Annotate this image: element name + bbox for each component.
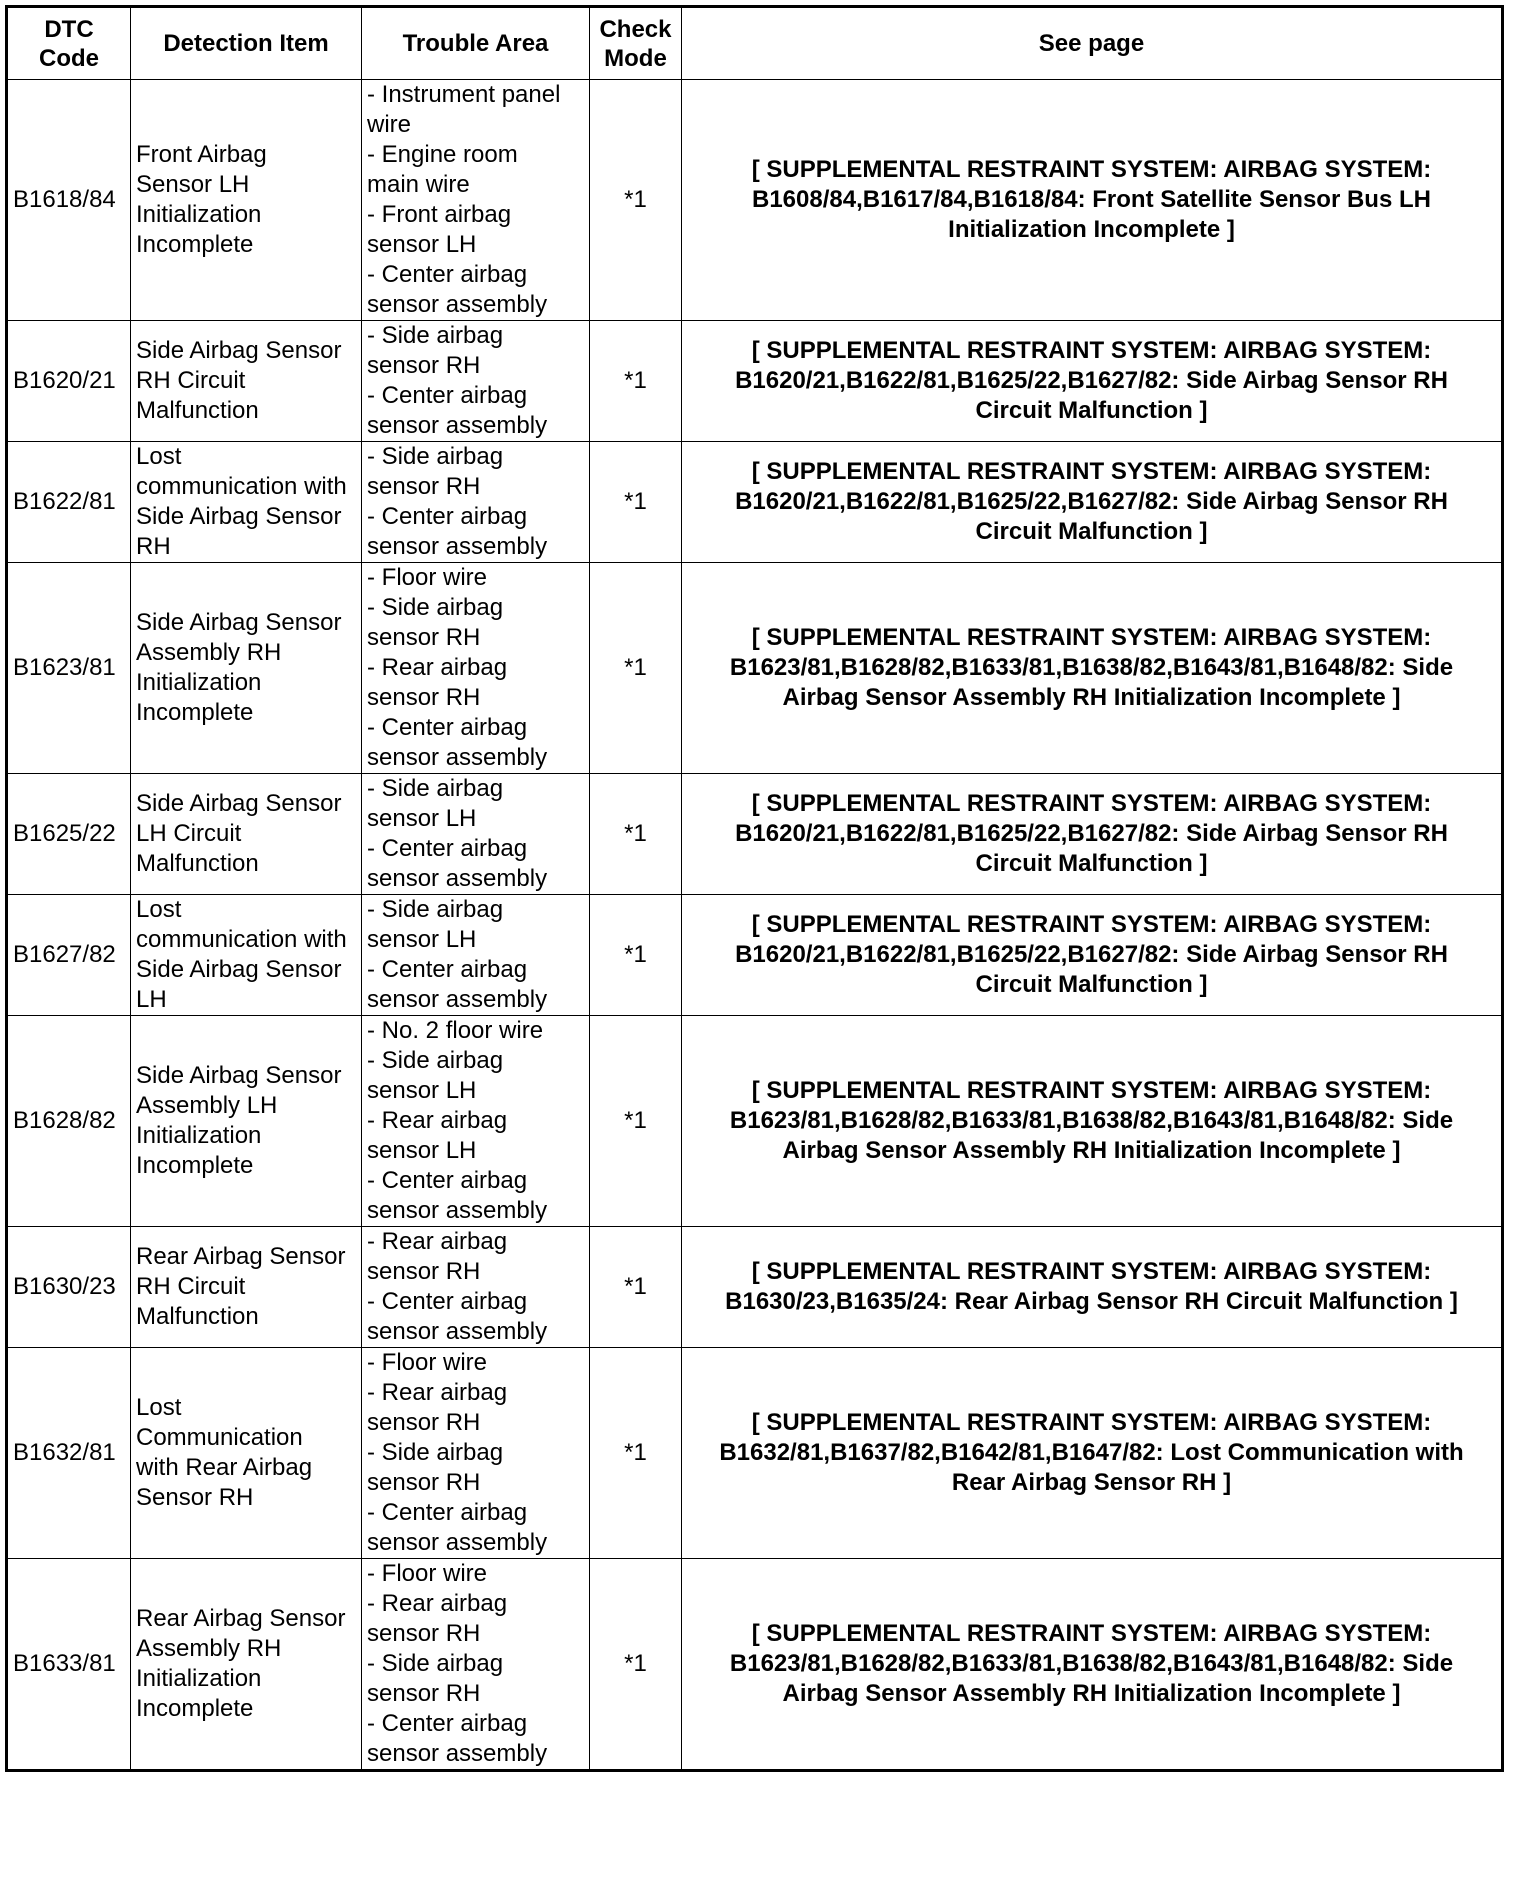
trouble-area-line: - Center airbag [367,382,528,409]
trouble-area-line: sensor RH [367,1409,481,1436]
detection-item-line: LH [136,986,167,1013]
detection-item-line: Malfunction [136,850,259,877]
detection-item-line: Incomplete [136,231,254,258]
trouble-area-line: sensor assembly [367,865,548,892]
see-page-line: [ SUPPLEMENTAL RESTRAINT SYSTEM: AIRBAG SYSTEM: [751,790,1432,817]
see-page-line: Initialization Incomplete ] [948,216,1235,243]
trouble-area-line: - Floor wire [367,1560,488,1587]
trouble-area-line: - Center airbag [367,1167,528,1194]
check-mode-cell: *1 [590,1348,682,1559]
see-page-line: B1632/81,B1637/82,B1642/81,B1647/82: Lost Communication with [719,1439,1464,1466]
check-mode-cell: *1 [590,895,682,1016]
detection-item-line: with Rear Airbag [136,1454,313,1481]
detection-item-line: Malfunction [136,1303,259,1330]
trouble-area-line: - Center airbag [367,1710,528,1737]
trouble-area-line: wire [367,111,412,138]
check-mode-cell: *1 [590,80,682,321]
see-page-link[interactable] [682,80,1503,321]
see-page-line: B1623/81,B1628/82,B1633/81,B1638/82,B1643/81,B1648/82: Side [729,1107,1454,1134]
dtc-code-cell: B1622/81 [7,442,131,563]
detection-item-line: Communication [136,1424,303,1451]
dtc-code-cell: B1620/21 [7,321,131,442]
detection-item-line: Lost [136,1394,182,1421]
see-page-line: [ SUPPLEMENTAL RESTRAINT SYSTEM: AIRBAG SYSTEM: [751,337,1432,364]
trouble-area-line: - Rear airbag [367,1228,508,1255]
trouble-area-line: sensor LH [367,1137,477,1164]
trouble-area-line: - Floor wire [367,1349,488,1376]
see-page-link[interactable] [682,442,1503,563]
see-page-link[interactable] [682,1227,1503,1348]
dtc-code-cell: B1633/81 [7,1559,131,1771]
detection-item-line: Lost [136,443,182,470]
trouble-area-line: - Side airbag [367,443,504,470]
table-row [7,321,1503,442]
table-row [7,895,1503,1016]
see-page-line: Airbag Sensor Assembly RH Initialization Incomplete ] [782,1680,1401,1707]
detection-item-line: Initialization [136,201,262,228]
table-row [7,442,1503,563]
detection-item-cell [131,895,362,1016]
detection-item-line: Side Airbag Sensor [136,609,342,636]
trouble-area-line: - Center airbag [367,1288,528,1315]
detection-item-line: Assembly RH [136,639,282,666]
detection-item-line: Rear Airbag Sensor [136,1243,346,1270]
detection-item-cell [131,563,362,774]
detection-item-line: Assembly RH [136,1635,282,1662]
header-dtc-code [7,7,131,80]
trouble-area-line: - Side airbag [367,1439,504,1466]
header-dtc-code-line: DTC [44,15,94,43]
trouble-area-line: sensor RH [367,1620,481,1647]
dtc-code-cell: B1623/81 [7,563,131,774]
trouble-area-line: sensor assembly [367,1529,548,1556]
trouble-area-line: - Rear airbag [367,1590,508,1617]
detection-item-line: Lost [136,896,182,923]
trouble-area-cell [362,774,590,895]
see-page-link[interactable] [682,1348,1503,1559]
trouble-area-line: - Side airbag [367,1650,504,1677]
trouble-area-cell [362,563,590,774]
see-page-line: Rear Airbag Sensor RH ] [951,1469,1232,1496]
trouble-area-line: - Center airbag [367,261,528,288]
see-page-line: [ SUPPLEMENTAL RESTRAINT SYSTEM: AIRBAG SYSTEM: [751,1258,1432,1285]
trouble-area-line: - Center airbag [367,1499,528,1526]
trouble-area-line: sensor LH [367,805,477,832]
dtc-code-cell: B1628/82 [7,1016,131,1227]
trouble-area-line: - Center airbag [367,503,528,530]
trouble-area-line: sensor LH [367,926,477,953]
check-mode-cell: *1 [590,321,682,442]
header-check-mode-line: Check [599,15,672,43]
trouble-area-line: sensor assembly [367,744,548,771]
trouble-area-line: sensor RH [367,352,481,379]
trouble-area-cell [362,1348,590,1559]
trouble-area-line: - Side airbag [367,775,504,802]
see-page-line: Airbag Sensor Assembly RH Initialization Incomplete ] [782,684,1401,711]
trouble-area-line: sensor assembly [367,291,548,318]
detection-item-cell [131,1016,362,1227]
trouble-area-line: - Rear airbag [367,654,508,681]
trouble-area-line: sensor assembly [367,1197,548,1224]
dtc-code-cell: B1618/84 [7,80,131,321]
detection-item-cell [131,321,362,442]
detection-item-line: communication with [136,473,347,500]
see-page-line: [ SUPPLEMENTAL RESTRAINT SYSTEM: AIRBAG SYSTEM: [751,1409,1432,1436]
trouble-area-cell [362,895,590,1016]
header-trouble-area: Trouble Area [362,7,590,80]
detection-item-line: Sensor RH [136,1484,254,1511]
detection-item-line: LH Circuit [136,820,242,847]
table-row [7,1348,1503,1559]
trouble-area-cell [362,1016,590,1227]
header-dtc-code-line: Code [39,44,99,72]
trouble-area-line: sensor assembly [367,1740,548,1767]
detection-item-line: Initialization [136,1665,262,1692]
trouble-area-line: - No. 2 floor wire [367,1017,544,1044]
trouble-area-line: - Center airbag [367,956,528,983]
see-page-link[interactable] [682,321,1503,442]
trouble-area-line: - Instrument panel [367,81,561,108]
see-page-link[interactable] [682,563,1503,774]
detection-item-line: Incomplete [136,1152,254,1179]
check-mode-cell: *1 [590,563,682,774]
see-page-link[interactable] [682,774,1503,895]
detection-item-line: Side Airbag Sensor [136,1062,342,1089]
trouble-area-line: sensor RH [367,1258,481,1285]
detection-item-line: Incomplete [136,1695,254,1722]
detection-item-line: Rear Airbag Sensor [136,1605,346,1632]
see-page-line: B1620/21,B1622/81,B1625/22,B1627/82: Side Airbag Sensor RH [735,941,1448,968]
check-mode-cell: *1 [590,442,682,563]
see-page-line: B1623/81,B1628/82,B1633/81,B1638/82,B1643/81,B1648/82: Side [729,1650,1454,1677]
detection-item-cell [131,80,362,321]
detection-item-line: Initialization [136,1122,262,1149]
table-row [7,1227,1503,1348]
see-page-line: [ SUPPLEMENTAL RESTRAINT SYSTEM: AIRBAG SYSTEM: [751,1620,1432,1647]
detection-item-line: Incomplete [136,699,254,726]
detection-item-line: RH Circuit [136,1273,246,1300]
see-page-line: B1608/84,B1617/84,B1618/84: Front Satellite Sensor Bus LH [752,186,1431,213]
trouble-area-cell [362,1227,590,1348]
detection-item-line: Side Airbag Sensor [136,790,342,817]
trouble-area-line: - Side airbag [367,896,504,923]
trouble-area-line: sensor RH [367,624,481,651]
trouble-area-line: - Side airbag [367,322,504,349]
see-page-link[interactable] [682,1016,1503,1227]
table-row [7,1559,1503,1771]
trouble-area-line: sensor RH [367,1680,481,1707]
see-page-line: B1623/81,B1628/82,B1633/81,B1638/82,B1643/81,B1648/82: Side [729,654,1454,681]
detection-item-line: Side Airbag Sensor [136,503,342,530]
see-page-line: B1630/23,B1635/24: Rear Airbag Sensor RH Circuit Malfunction ] [725,1288,1458,1315]
table-body [7,80,1503,1771]
see-page-line: [ SUPPLEMENTAL RESTRAINT SYSTEM: AIRBAG SYSTEM: [751,156,1432,183]
see-page-line: Circuit Malfunction ] [975,518,1208,545]
header-check-mode [590,7,682,80]
trouble-area-cell [362,442,590,563]
see-page-line: B1620/21,B1622/81,B1625/22,B1627/82: Side Airbag Sensor RH [735,367,1448,394]
detection-item-line: Side Airbag Sensor [136,956,342,983]
trouble-area-line: - Front airbag [367,201,512,228]
trouble-area-line: sensor assembly [367,986,548,1013]
trouble-area-line: - Center airbag [367,835,528,862]
trouble-area-line: sensor RH [367,1469,481,1496]
dtc-table [5,5,1504,1772]
detection-item-cell [131,1559,362,1771]
see-page-line: Circuit Malfunction ] [975,971,1208,998]
table-row [7,774,1503,895]
detection-item-line: communication with [136,926,347,953]
trouble-area-line: - Center airbag [367,714,528,741]
header-row [7,7,1503,80]
header-detection-item: Detection Item [131,7,362,80]
dtc-code-cell: B1625/22 [7,774,131,895]
trouble-area-line: sensor RH [367,684,481,711]
table-row [7,563,1503,774]
trouble-area-line: sensor LH [367,231,477,258]
trouble-area-line: - Rear airbag [367,1379,508,1406]
trouble-area-cell [362,321,590,442]
trouble-area-line: sensor LH [367,1077,477,1104]
see-page-line: [ SUPPLEMENTAL RESTRAINT SYSTEM: AIRBAG SYSTEM: [751,911,1432,938]
trouble-area-line: - Side airbag [367,594,504,621]
detection-item-line: RH Circuit [136,367,246,394]
detection-item-line: Malfunction [136,397,259,424]
dtc-code-cell: B1627/82 [7,895,131,1016]
detection-item-line: Front Airbag [136,141,267,168]
header-see-page: See page [682,7,1503,80]
trouble-area-line: sensor assembly [367,533,548,560]
see-page-line: Airbag Sensor Assembly RH Initialization Incomplete ] [782,1137,1401,1164]
see-page-line: Circuit Malfunction ] [975,397,1208,424]
see-page-line: [ SUPPLEMENTAL RESTRAINT SYSTEM: AIRBAG SYSTEM: [751,624,1432,651]
trouble-area-line: - Rear airbag [367,1107,508,1134]
check-mode-cell: *1 [590,1559,682,1771]
detection-item-cell [131,774,362,895]
trouble-area-line: main wire [367,171,470,198]
trouble-area-line: - Engine room [367,141,518,168]
detection-item-line: Initialization [136,669,262,696]
see-page-line: Circuit Malfunction ] [975,850,1208,877]
detection-item-line: Assembly LH [136,1092,278,1119]
detection-item-line: RH [136,533,171,560]
detection-item-cell [131,1227,362,1348]
trouble-area-line: - Side airbag [367,1047,504,1074]
table-row [7,1016,1503,1227]
see-page-link[interactable] [682,895,1503,1016]
trouble-area-line: sensor assembly [367,412,548,439]
see-page-line: B1620/21,B1622/81,B1625/22,B1627/82: Side Airbag Sensor RH [735,820,1448,847]
detection-item-line: Side Airbag Sensor [136,337,342,364]
dtc-code-cell: B1630/23 [7,1227,131,1348]
trouble-area-line: sensor assembly [367,1318,548,1345]
detection-item-line: Sensor LH [136,171,250,198]
header-check-mode-line: Mode [604,44,667,72]
trouble-area-cell [362,1559,590,1771]
see-page-link[interactable] [682,1559,1503,1771]
detection-item-cell [131,1348,362,1559]
detection-item-cell [131,442,362,563]
table-row [7,80,1503,321]
check-mode-cell: *1 [590,1227,682,1348]
trouble-area-line: sensor RH [367,473,481,500]
check-mode-cell: *1 [590,774,682,895]
trouble-area-cell [362,80,590,321]
see-page-line: [ SUPPLEMENTAL RESTRAINT SYSTEM: AIRBAG SYSTEM: [751,458,1432,485]
dtc-code-cell: B1632/81 [7,1348,131,1559]
see-page-line: [ SUPPLEMENTAL RESTRAINT SYSTEM: AIRBAG SYSTEM: [751,1077,1432,1104]
trouble-area-line: - Floor wire [367,564,488,591]
check-mode-cell: *1 [590,1016,682,1227]
see-page-line: B1620/21,B1622/81,B1625/22,B1627/82: Side Airbag Sensor RH [735,488,1448,515]
